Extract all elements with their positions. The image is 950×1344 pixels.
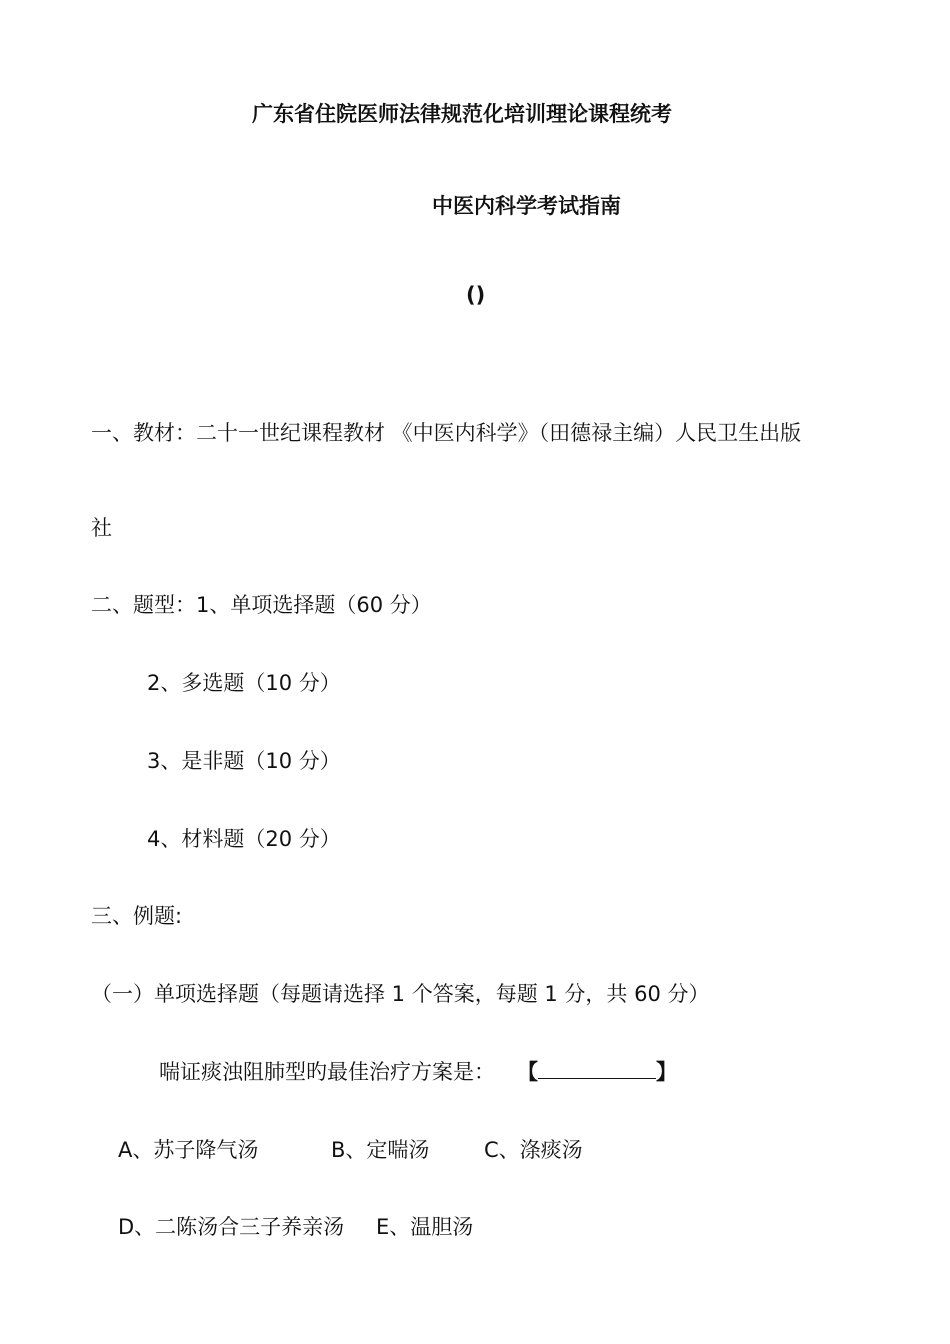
option-c: C、涤痰汤 — [484, 1138, 583, 1162]
answer-blank[interactable] — [538, 1060, 656, 1079]
question-type-item: 2、多选题（10 分） — [147, 671, 341, 695]
doc-title-line3: () — [466, 283, 486, 307]
option-e: E、温胆汤 — [376, 1215, 474, 1239]
doc-title-line2: 中医内科学考试指南 — [432, 194, 621, 218]
option-a: A、苏子降气汤 — [118, 1138, 259, 1162]
option-b: B、定喘汤 — [331, 1138, 430, 1162]
doc-title-line1: 广东省住院医师法律规范化培训理论课程统考 — [252, 102, 672, 126]
question-stem — [159, 1058, 677, 1086]
question-type-item: 3、是非题（10 分） — [147, 749, 341, 773]
question-types-heading: 二、题型：1、单项选择题（60 分） — [91, 593, 432, 617]
single-choice-heading: （一）单项选择题（每题请选择 1 个答案，每题 1 分，共 60 分） — [91, 982, 710, 1006]
textbook-line-continuation: 社 — [91, 516, 112, 540]
textbook-line: 一、教材：二十一世纪课程教材 《中医内科学》（田德禄主编）人民卫生出版 — [91, 421, 802, 445]
answer-bracket-open: 【 — [517, 1060, 538, 1084]
answer-bracket-close: 】 — [656, 1060, 677, 1084]
examples-heading: 三、例题: — [91, 904, 183, 928]
question-type-item: 4、材料题（20 分） — [147, 827, 341, 851]
question-text: 喘证痰浊阻肺型旳最佳治疗方案是： — [159, 1060, 495, 1084]
option-d: D、二陈汤合三子养亲汤 — [118, 1215, 345, 1239]
